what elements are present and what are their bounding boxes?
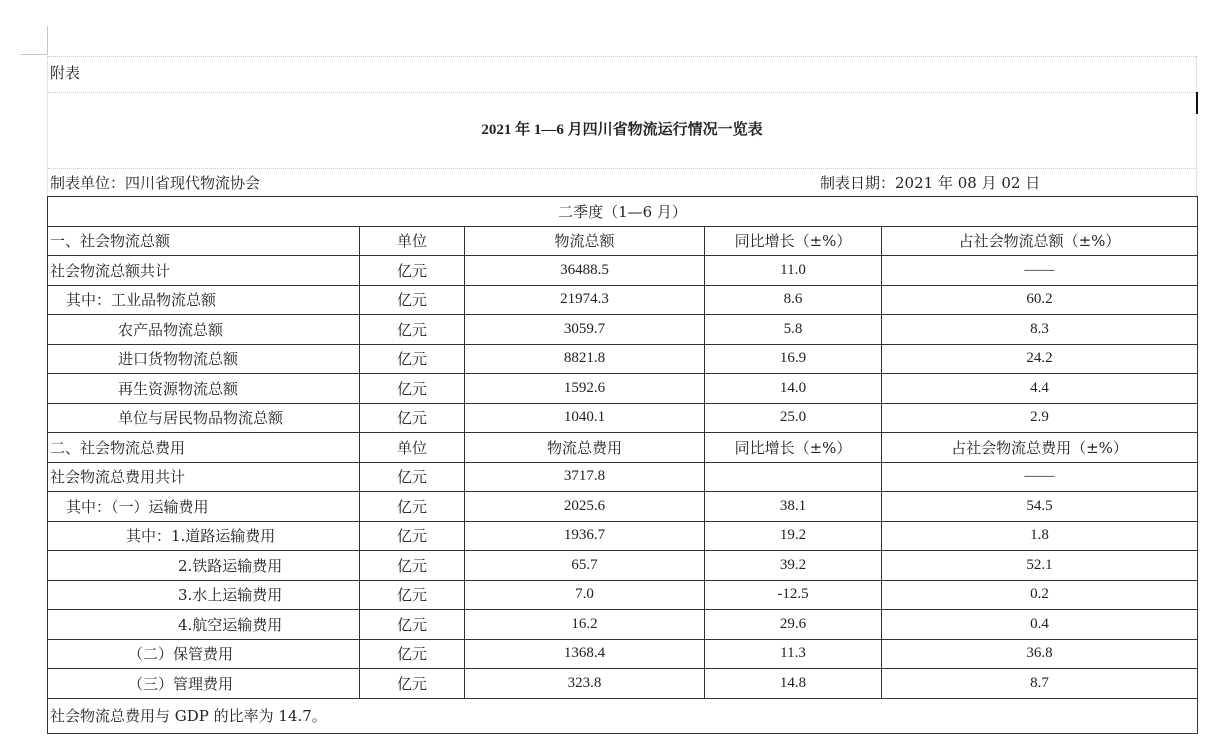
table-row [48, 344, 1198, 374]
row-label: 其中：1.道路运输费用 [48, 521, 360, 551]
table-row [48, 639, 1198, 669]
section1-title: 一、社会物流总额 [48, 226, 360, 256]
row-share: —— [882, 256, 1198, 286]
row-share: 24.2 [882, 344, 1198, 374]
row-amount: 3717.8 [465, 462, 705, 492]
footnote-row [48, 698, 1198, 733]
row-share: 0.4 [882, 610, 1198, 640]
table-row [48, 580, 1198, 610]
row-share: 8.3 [882, 315, 1198, 345]
row-share: 1.8 [882, 521, 1198, 551]
row-label: 2.铁路运输费用 [48, 551, 360, 581]
row-unit: 亿元 [360, 639, 465, 669]
row-growth: -12.5 [705, 580, 882, 610]
share-header: 占社会物流总费用（±%） [882, 433, 1198, 463]
logistics-table [47, 196, 1198, 734]
table-row [48, 256, 1198, 286]
row-unit: 亿元 [360, 285, 465, 315]
row-share: 0.2 [882, 580, 1198, 610]
row-growth: 25.0 [705, 403, 882, 433]
row-amount: 1040.1 [465, 403, 705, 433]
section1-header-row [48, 226, 1198, 256]
table-row [48, 610, 1198, 640]
row-unit: 亿元 [360, 610, 465, 640]
table-row [48, 492, 1198, 522]
page-guide [48, 56, 1196, 57]
row-unit: 亿元 [360, 315, 465, 345]
row-unit: 亿元 [360, 256, 465, 286]
table-row [48, 551, 1198, 581]
row-share: 36.8 [882, 639, 1198, 669]
row-amount: 7.0 [465, 580, 705, 610]
page-corner-mark [20, 54, 48, 55]
row-unit: 亿元 [360, 669, 465, 699]
appendix-label: 附表 [50, 64, 81, 82]
table-row [48, 374, 1198, 404]
row-share: 60.2 [882, 285, 1198, 315]
unit-header: 单位 [360, 433, 465, 463]
row-unit: 亿元 [360, 462, 465, 492]
row-growth: 29.6 [705, 610, 882, 640]
page-guide [48, 168, 1196, 169]
table-row [48, 403, 1198, 433]
row-unit: 亿元 [360, 344, 465, 374]
row-growth: 19.2 [705, 521, 882, 551]
row-amount: 16.2 [465, 610, 705, 640]
row-label: 社会物流总额共计 [48, 256, 360, 286]
table-row [48, 669, 1198, 699]
document-title: 2021 年 1—6 月四川省物流运行情况一览表 [481, 122, 763, 138]
growth-header: 同比增长（±%） [705, 226, 882, 256]
row-amount: 8821.8 [465, 344, 705, 374]
row-growth [705, 462, 882, 492]
row-amount: 3059.7 [465, 315, 705, 345]
row-amount: 21974.3 [465, 285, 705, 315]
row-growth: 38.1 [705, 492, 882, 522]
row-share: 54.5 [882, 492, 1198, 522]
row-amount: 2025.6 [465, 492, 705, 522]
section2-title: 二、社会物流总费用 [48, 433, 360, 463]
row-growth: 8.6 [705, 285, 882, 315]
row-amount: 1936.7 [465, 521, 705, 551]
row-unit: 亿元 [360, 403, 465, 433]
text-cursor [1196, 92, 1198, 114]
row-amount: 1368.4 [465, 639, 705, 669]
row-unit: 亿元 [360, 580, 465, 610]
row-unit: 亿元 [360, 492, 465, 522]
footnote: 社会物流总费用与 GDP 的比率为 14.7。 [48, 698, 1198, 733]
table-row [48, 462, 1198, 492]
section2-header-row [48, 433, 1198, 463]
page-corner-mark [47, 26, 48, 54]
row-amount: 1592.6 [465, 374, 705, 404]
page-guide [48, 92, 1196, 93]
row-label: 3.水上运输费用 [48, 580, 360, 610]
table-row [48, 285, 1198, 315]
row-label: 社会物流总费用共计 [48, 462, 360, 492]
cost-header: 物流总费用 [465, 433, 705, 463]
period-header: 二季度（1—6 月） [48, 197, 1198, 227]
row-growth: 11.0 [705, 256, 882, 286]
table-row [48, 521, 1198, 551]
row-share: 52.1 [882, 551, 1198, 581]
row-label: 再生资源物流总额 [48, 374, 360, 404]
row-growth: 5.8 [705, 315, 882, 345]
row-label: 其中：工业品物流总额 [48, 285, 360, 315]
row-unit: 亿元 [360, 521, 465, 551]
period-row [48, 197, 1198, 227]
row-amount: 36488.5 [465, 256, 705, 286]
row-label: （二）保管费用 [48, 639, 360, 669]
prepared-date: 制表日期：2021 年 08 月 02 日 [820, 174, 1041, 192]
row-share: 8.7 [882, 669, 1198, 699]
row-share: —— [882, 462, 1198, 492]
row-growth: 11.3 [705, 639, 882, 669]
table-row [48, 315, 1198, 345]
page-guide [1196, 56, 1197, 196]
row-share: 4.4 [882, 374, 1198, 404]
row-amount: 323.8 [465, 669, 705, 699]
row-label: 4.航空运输费用 [48, 610, 360, 640]
row-growth: 14.8 [705, 669, 882, 699]
row-growth: 14.0 [705, 374, 882, 404]
row-unit: 亿元 [360, 374, 465, 404]
row-label: 农产品物流总额 [48, 315, 360, 345]
row-label: （三）管理费用 [48, 669, 360, 699]
row-label: 其中：（一）运输费用 [48, 492, 360, 522]
row-share: 2.9 [882, 403, 1198, 433]
row-growth: 39.2 [705, 551, 882, 581]
row-label: 单位与居民物品物流总额 [48, 403, 360, 433]
row-unit: 亿元 [360, 551, 465, 581]
prepared-by: 制表单位：四川省现代物流协会 [50, 174, 261, 192]
growth-header: 同比增长（±%） [705, 433, 882, 463]
row-label: 进口货物物流总额 [48, 344, 360, 374]
unit-header: 单位 [360, 226, 465, 256]
share-header: 占社会物流总额（±%） [882, 226, 1198, 256]
row-growth: 16.9 [705, 344, 882, 374]
row-amount: 65.7 [465, 551, 705, 581]
amount-header: 物流总额 [465, 226, 705, 256]
